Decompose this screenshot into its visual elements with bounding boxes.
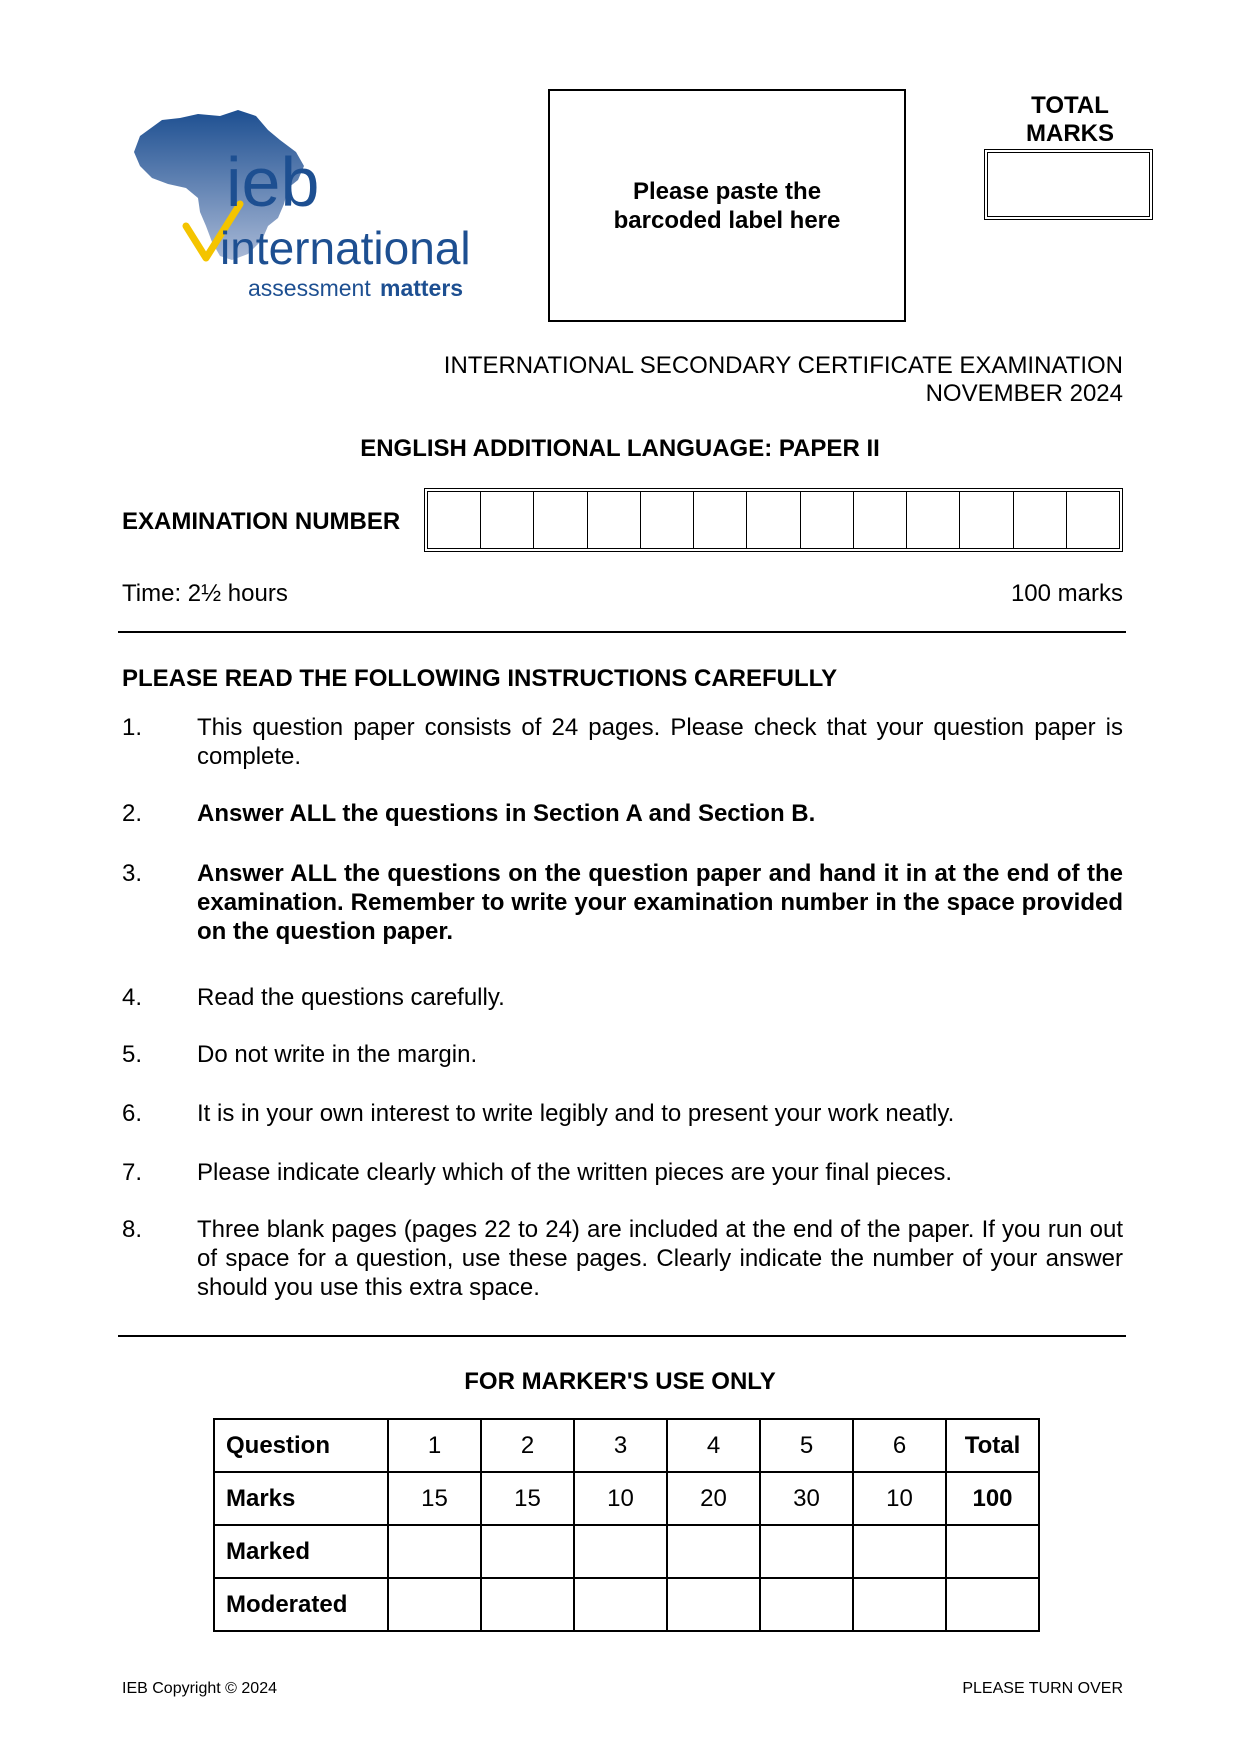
row-label-moderated: Moderated (214, 1578, 388, 1631)
instruction-item (122, 799, 1123, 828)
question-marks: 15 (481, 1472, 574, 1525)
footer-turn-over: PLEASE TURN OVER (962, 1680, 1123, 1697)
instruction-number: 4. (122, 984, 143, 1011)
instruction-text: Answer ALL the questions on the question paper and hand it in at the end of the examination. Remember to write your examination number in the space provided on the question paper. (197, 860, 1123, 945)
moderated-cell[interactable] (760, 1578, 853, 1631)
logo-tagline-bold: matters (380, 275, 464, 301)
exam-number-cell[interactable] (641, 492, 694, 548)
total-marks-label: TOTAL MARKS (1026, 92, 1114, 147)
exam-number-cell[interactable] (1014, 492, 1067, 548)
exam-number-cell[interactable] (801, 492, 854, 548)
instruction-text: Do not write in the margin. (197, 1041, 478, 1068)
question-marks: 10 (853, 1472, 946, 1525)
exam-title-line2: NOVEMBER 2024 (925, 380, 1123, 407)
barcode-label-text: Please paste the barcoded label here (613, 177, 841, 234)
question-marks: 10 (574, 1472, 667, 1525)
question-number: 5 (760, 1419, 853, 1472)
marked-cell[interactable] (760, 1525, 853, 1578)
marked-cell[interactable] (853, 1525, 946, 1578)
row-label-marks: Marks (214, 1472, 388, 1525)
marked-cell[interactable] (667, 1525, 760, 1578)
paper-title: ENGLISH ADDITIONAL LANGUAGE: PAPER II (360, 435, 880, 462)
divider-bottom (118, 1335, 1126, 1337)
exam-number-cell[interactable] (960, 492, 1013, 548)
exam-number-cell[interactable] (747, 492, 800, 548)
instruction-text: Three blank pages (pages 22 to 24) are included at the end of the paper. If you run out of space for a question, use these pages. Clearly indicate the number of your answer should you use this extra space. (197, 1216, 1123, 1301)
table-row (214, 1578, 1039, 1631)
instruction-number: 6. (122, 1100, 143, 1127)
question-number: 3 (574, 1419, 667, 1472)
exam-number-cell[interactable] (428, 492, 481, 548)
instruction-text: This question paper consists of 24 pages. Please check that your question paper is complete. (197, 714, 1123, 770)
exam-number-cell[interactable] (907, 492, 960, 548)
instruction-item (122, 1099, 1123, 1128)
total-marks-box[interactable] (984, 149, 1153, 220)
instruction-number: 1. (122, 714, 143, 741)
question-number: 6 (853, 1419, 946, 1472)
total-marks-value: 100 marks (1010, 580, 1123, 607)
row-label-question: Question (214, 1419, 388, 1472)
exam-number-cell[interactable] (694, 492, 747, 548)
question-marks: 20 (667, 1472, 760, 1525)
marked-total-cell[interactable] (946, 1525, 1039, 1578)
total-header: Total (946, 1419, 1039, 1472)
exam-number-cell[interactable] (481, 492, 534, 548)
time-allowed: Time: 2½ hours (122, 580, 288, 607)
logo-word-ieb: ieb (226, 143, 320, 221)
marker-table (213, 1418, 1040, 1632)
instruction-item (122, 1215, 1123, 1302)
question-number: 1 (388, 1419, 481, 1472)
exam-number-cell[interactable] (534, 492, 587, 548)
moderated-cell[interactable] (388, 1578, 481, 1631)
instruction-number: 2. (122, 800, 143, 827)
exam-number-cell[interactable] (588, 492, 641, 548)
table-row (214, 1472, 1039, 1525)
table-row (214, 1419, 1039, 1472)
question-marks: 30 (760, 1472, 853, 1525)
moderated-cell[interactable] (574, 1578, 667, 1631)
instruction-text: Read the questions carefully. (197, 984, 505, 1011)
instruction-number: 5. (122, 1041, 143, 1068)
table-row (214, 1525, 1039, 1578)
exam-title (444, 352, 1123, 408)
exam-title-line1: INTERNATIONAL SECONDARY CERTIFICATE EXAMINATION (443, 352, 1123, 379)
marked-cell[interactable] (481, 1525, 574, 1578)
row-label-marked: Marked (214, 1525, 388, 1578)
instruction-number: 7. (122, 1159, 143, 1186)
instruction-item (122, 713, 1123, 771)
exam-number-grid[interactable] (424, 488, 1123, 552)
instruction-item (122, 859, 1123, 946)
marker-heading: FOR MARKER'S USE ONLY (464, 1368, 776, 1395)
question-number: 4 (667, 1419, 760, 1472)
logo-word-international: international (220, 222, 471, 274)
footer-copyright: IEB Copyright © 2024 (122, 1680, 277, 1697)
moderated-cell[interactable] (853, 1578, 946, 1631)
barcode-label-box (548, 89, 906, 322)
instruction-text: It is in your own interest to write legibly and to present your work neatly. (197, 1100, 955, 1127)
exam-number-cell[interactable] (1067, 492, 1119, 548)
instruction-text: Answer ALL the questions in Section A and Section B. (197, 800, 816, 827)
divider-top (118, 631, 1126, 633)
instruction-number: 3. (122, 860, 143, 887)
moderated-cell[interactable] (667, 1578, 760, 1631)
logo-tagline-regular: assessment (248, 275, 371, 301)
ieb-logo (128, 108, 498, 308)
instruction-item (122, 1158, 1123, 1187)
moderated-cell[interactable] (481, 1578, 574, 1631)
instruction-text: Please indicate clearly which of the written pieces are your final pieces. (197, 1159, 953, 1186)
moderated-total-cell[interactable] (946, 1578, 1039, 1631)
instruction-item (122, 1040, 1123, 1069)
exam-number-label: EXAMINATION NUMBER (122, 508, 401, 535)
question-marks: 15 (388, 1472, 481, 1525)
total-marks-cell: 100 (946, 1472, 1039, 1525)
instruction-number: 8. (122, 1216, 143, 1243)
instruction-item (122, 983, 1123, 1012)
question-number: 2 (481, 1419, 574, 1472)
marked-cell[interactable] (388, 1525, 481, 1578)
marked-cell[interactable] (574, 1525, 667, 1578)
instructions-heading: PLEASE READ THE FOLLOWING INSTRUCTIONS CAREFULLY (122, 665, 838, 692)
exam-number-cell[interactable] (854, 492, 907, 548)
